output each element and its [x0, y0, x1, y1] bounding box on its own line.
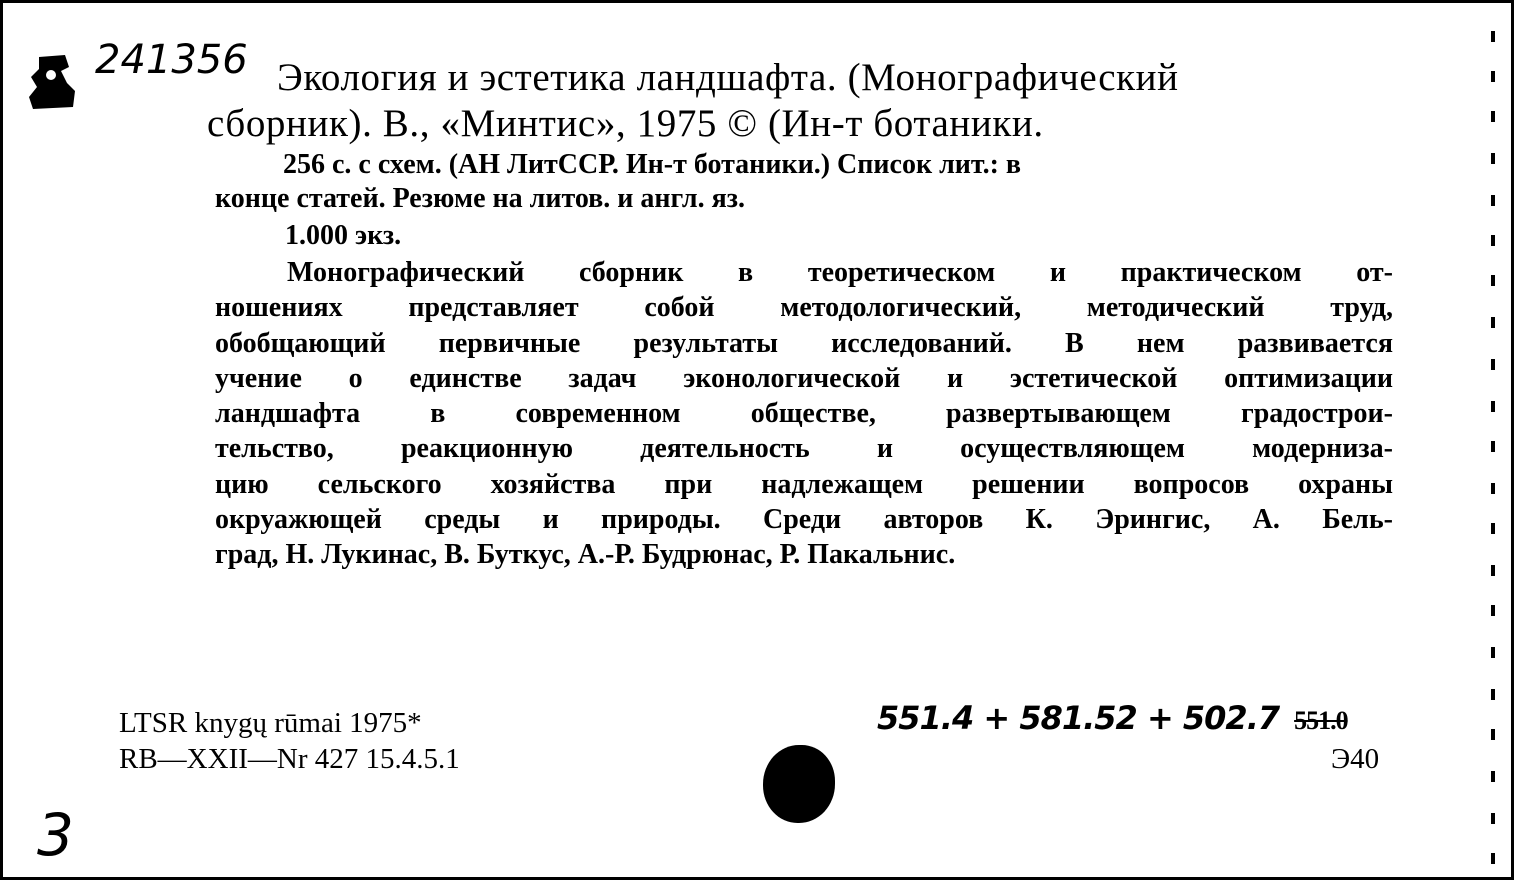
- perforation-mark: [1491, 729, 1495, 740]
- perforation-mark: [1491, 523, 1495, 534]
- perforation-mark: [1491, 317, 1495, 328]
- perforation-mark: [1491, 689, 1495, 700]
- perforation-mark: [1491, 111, 1495, 122]
- perforation-mark: [1491, 153, 1495, 164]
- perforation-mark: [1491, 235, 1495, 246]
- perforation-mark: [1491, 853, 1495, 864]
- perforation-mark: [1491, 647, 1495, 658]
- abstract-line: тельство, реакционную деятельность и осуществляющем модерниза-: [215, 433, 1393, 465]
- book-title: Экология и эстетика ландшафта. (Монографический: [277, 56, 1179, 99]
- perforation-mark: [1491, 401, 1495, 412]
- perforation-mark: [1491, 813, 1495, 824]
- perforation-mark: [1491, 483, 1495, 494]
- publisher-line: LTSR knygų rūmai 1975*: [119, 707, 422, 739]
- physical-description: 256 с. с схем. (АН ЛитССР. Ин-т ботаники.) Список лит.: в: [283, 149, 1022, 180]
- udc-handwritten: 551.4 + 581.52 + 502.7: [877, 699, 1280, 737]
- udc-printed: 551.0: [1294, 706, 1348, 735]
- perforation-mark: [1491, 771, 1495, 782]
- udc-classification: [877, 699, 1348, 737]
- perforation-mark: [1491, 605, 1495, 616]
- perforation-mark: [1491, 359, 1495, 370]
- print-run: 1.000 экз.: [285, 220, 402, 251]
- handwritten-digit: 3: [37, 801, 74, 869]
- abstract-line: окруажющей среды и природы. Среди авторов К. Эрингис, А. Бель-: [215, 504, 1393, 536]
- abstract: [215, 255, 1393, 573]
- classification-code: Э40: [1331, 743, 1380, 775]
- perforation-mark: [1491, 441, 1495, 452]
- stamp-mark-icon: [25, 53, 79, 111]
- registration-line: RB—XXII—Nr 427 15.4.5.1: [119, 743, 460, 775]
- punch-hole: [763, 745, 835, 823]
- abstract-line: учение о единстве задач эконологической и эстетической оптимизации: [215, 362, 1393, 394]
- abstract-line: град, Н. Лукинас, В. Буткус, А.-Р. Будрюнас, Р. Пакальнис.: [215, 539, 956, 571]
- perforation-mark: [1491, 31, 1495, 42]
- perforation-mark: [1491, 275, 1495, 286]
- perforation-mark: [1491, 195, 1495, 206]
- abstract-line: ношениях представляет собой методологический, методический труд,: [215, 292, 1393, 324]
- abstract-line: обобщающий первичные результаты исследований. В нем развивается: [215, 327, 1393, 359]
- inventory-number: 241356: [95, 37, 248, 83]
- perforation-mark: [1491, 71, 1495, 82]
- abstract-line: цию сельского хозяйства при надлежащем решении вопросов охраны: [215, 468, 1393, 500]
- notes-line: конце статей. Резюме на литов. и англ. яз.: [215, 183, 745, 214]
- book-title-continuation: сборник). В., «Минтис», 1975 © (Ин-т ботаники.: [207, 102, 1044, 145]
- perforation-mark: [1491, 565, 1495, 576]
- abstract-line: Монографический сборник в теоретическом и практическом от-: [287, 257, 1393, 288]
- abstract-line: ландшафта в современном обществе, развертывающем градострои-: [215, 398, 1393, 430]
